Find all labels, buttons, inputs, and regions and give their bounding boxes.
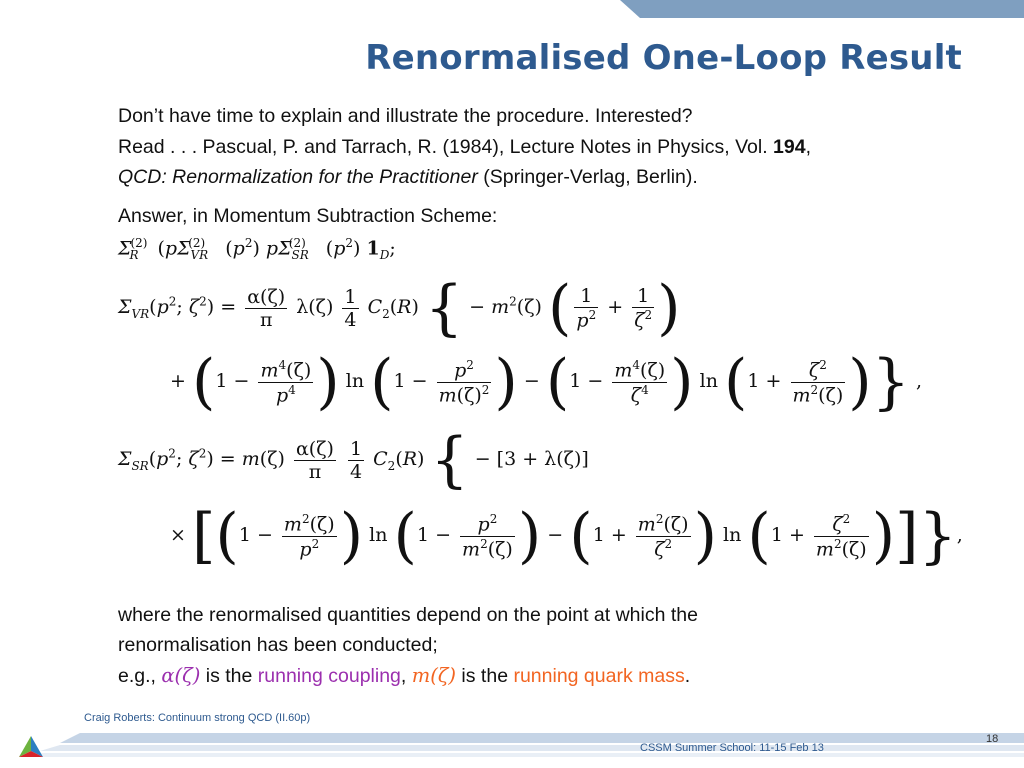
final-period: . — [684, 665, 691, 687]
intro-line-1: Don’t have time to explain and illustrate the procedure. Interested? — [118, 105, 693, 127]
where-line-1: where the renormalised quantities depend on the point at which the — [118, 604, 698, 626]
where-line-2: renormalisation has been conducted; — [118, 634, 438, 656]
equation-sigma-sr-line1: $\Sigma_{SR}(p^2$; $\zeta^2) = m(\zeta)$ $\frac{\alpha(\zeta)}{\pi}$ $\frac{1}{4}$ $C_2(R)$ { − [3 + λ(ζ)] — [118, 425, 589, 495]
argonne-logo-icon — [18, 735, 44, 759]
footer-page-number: 18 — [986, 733, 999, 745]
slide-title: Renormalised One-Loop Result — [365, 38, 962, 78]
answer-label: Answer, in Momentum Subtraction Scheme: — [118, 205, 498, 227]
is-the-1: is the — [200, 665, 258, 687]
running-coupling-text: running coupling — [257, 665, 401, 687]
book-publisher: (Springer-Verlag, Berlin). — [477, 166, 698, 188]
alpha-symbol: α(ζ) — [161, 664, 201, 687]
top-band — [0, 0, 1024, 20]
volume-number: 194 — [773, 136, 806, 158]
equation-sigma-vr-line1: $\Sigma_{VR}(p^2$; $\zeta^2$) = $\frac{\alpha(\zeta)}{\pi}$ λ(ζ) $\frac{1}{4}$ $C_2(R)$ { − $m^2(\zeta)$ ( $\frac{1}{p^2}$ + $\frac{1}{\zeta^2}$ ) — [118, 273, 681, 343]
example-line — [118, 664, 690, 688]
footer-author: Craig Roberts: Continuum strong QCD (II.60p) — [84, 712, 311, 724]
mass-symbol: m(ζ) — [411, 664, 457, 687]
eg-prefix: e.g., — [118, 665, 162, 687]
book-line — [118, 166, 698, 189]
footer-school: CSSM Summer School: 11-15 Feb 13 — [640, 742, 824, 754]
volume-comma: , — [805, 136, 811, 158]
is-the-2: is the — [456, 665, 514, 687]
equation-sigma-r: $\Sigma_R^{(2)}$ ($p\Sigma_{VR}^{(2)}$ $(p^2)$ $p\Sigma_{SR}^{(2)}$ $(p^2)$ $1_D$; — [118, 236, 396, 263]
intro-reference-line — [118, 136, 811, 159]
equation-sigma-vr-line2: + (1 − $\frac{m^4(\zeta)}{p^4}$ ) ln (1 − $\frac{p^2}{m(\zeta)^2}$ ) − (1 − $\frac{m^4(\zeta)}{\zeta^4}$ ) ln (1 + $\frac{\zeta^2}{m^2(\zeta)}$ )} , — [170, 347, 922, 417]
book-title: QCD: Renormalization for the Practitioner — [118, 166, 478, 188]
running-quark-mass-text: running quark mass — [513, 665, 685, 687]
intro-read-text: Read . . . Pascual, P. and Tarrach, R. (1984), Lecture Notes in Physics, Vol. — [118, 136, 774, 158]
comma-sep: , — [400, 665, 412, 687]
equation-sigma-sr-line2: × [(1 − $\frac{m^2(\zeta)}{p^2}$ ) ln (1 − $\frac{p^2}{m^2(\zeta)}$ ) − (1 + $\frac{m^2(\zeta)}{\zeta^2}$ ) ln (1 + $\frac{\zeta^2}{m^2(\zeta)}$ )]}, — [170, 501, 963, 571]
